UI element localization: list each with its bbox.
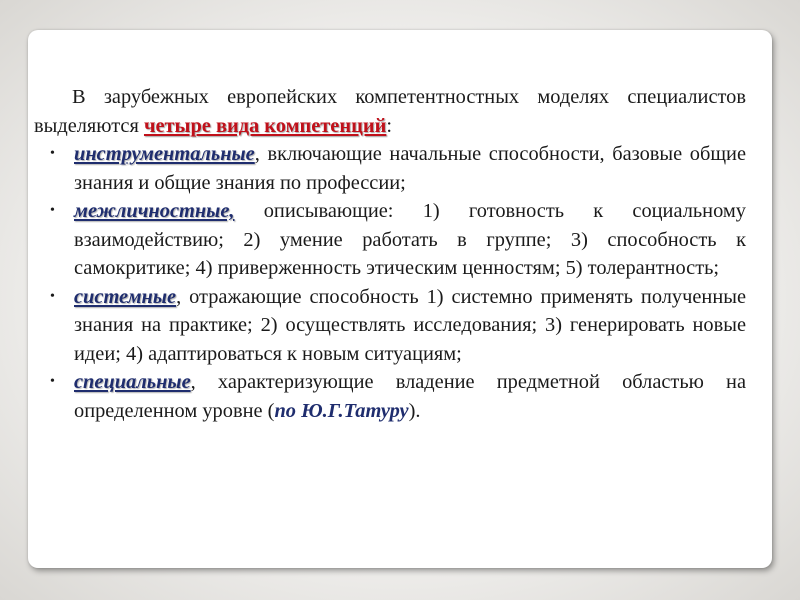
competency-list <box>34 140 746 425</box>
intro-highlight: четыре вида компетенций <box>143 114 387 137</box>
slide-content <box>34 83 746 425</box>
bullet-icon: • <box>50 288 55 304</box>
item-text: описывающие: 1) готовность к социальному взаимодействию; 2) умение работать в группе; 3) способность к самокритике; 4) приверженность этическим ценностям; 5) толерантность; <box>74 200 746 279</box>
bullet-icon: • <box>50 203 55 218</box>
intro-text: В зарубежных европейских компетентностных моделях специалистов выделяются <box>34 86 746 137</box>
list-item-interpersonal <box>34 197 746 283</box>
list-item-systemic <box>34 283 746 369</box>
term-special: специальные <box>74 371 191 393</box>
term-systemic: системные <box>74 285 177 308</box>
bullet-icon: • <box>50 146 55 161</box>
item-text: , отражающие способность 1) системно применять полученные знания на практике; 2) осуществлять исследования; 3) генерировать новые идеи; 4) адаптироваться к новым ситуациям; <box>74 285 746 365</box>
intro-end: : <box>386 114 393 137</box>
author-reference: по Ю.Г.Татуру <box>274 399 409 422</box>
list-item-instrumental <box>34 140 746 197</box>
intro-paragraph <box>34 83 746 140</box>
term-instrumental: инструментальные <box>74 143 255 165</box>
item-text: , характеризующие владение предметной областью на определенном уровне ( <box>74 371 746 422</box>
list-item-special <box>34 368 746 425</box>
item-text-end: ). <box>408 399 421 422</box>
item-text: , включающие начальные способности, базовые общие знания и общие знания по профессии; <box>74 143 746 194</box>
bullet-icon: • <box>50 374 55 389</box>
term-interpersonal: межличностные, <box>74 200 235 222</box>
